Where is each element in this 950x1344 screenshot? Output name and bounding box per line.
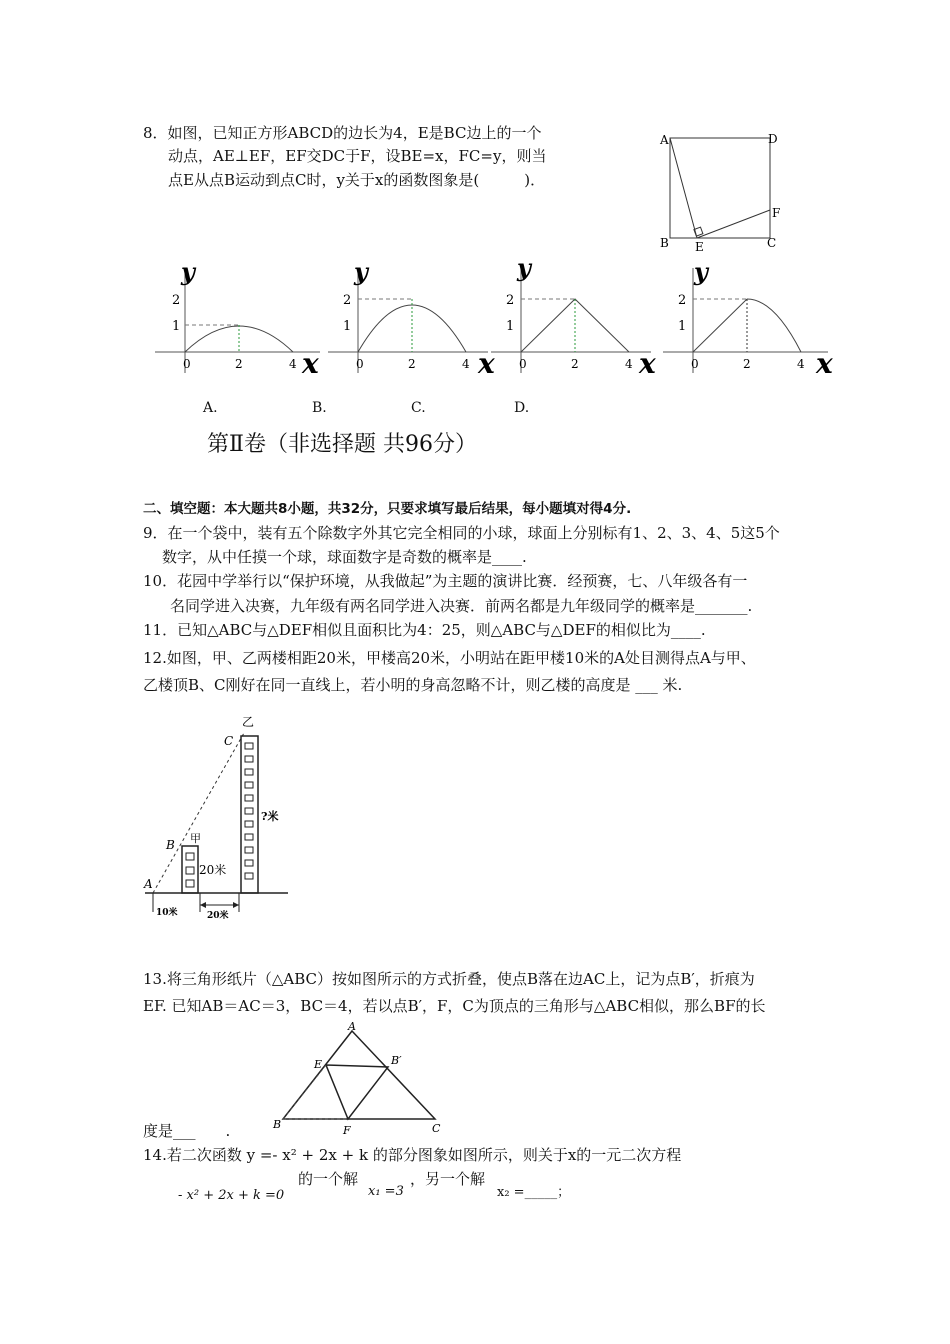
fig-label-E: E [695, 240, 704, 254]
tick-x4: 4 [625, 357, 633, 371]
q12-buildings-figure [140, 712, 300, 922]
label-20m: 20米 [199, 863, 227, 877]
q10-line2: 名同学进入决赛，九年级有两名同学进入决赛．前两名都是九年级同学的概率是_______. [170, 597, 753, 615]
q13-line3: 度是___ . [143, 1122, 231, 1140]
axis-y: y [181, 257, 195, 286]
tick-x4: 4 [797, 357, 805, 371]
tick-x4: 4 [289, 357, 297, 371]
tick-2: 2 [172, 293, 181, 308]
tick-2: 2 [343, 293, 352, 308]
q12-line2: 乙楼顶B、C刚好在同一直线上，若小明的身高忽略不计，则乙楼的高度是 ___ 米. [143, 676, 683, 694]
tick-x2: 2 [571, 357, 579, 371]
q9-line1: 9．在一个袋中，装有五个除数字外其它完全相同的小球，球面上分别标有1、2、3、4、5这5个 [143, 524, 780, 542]
label-20m-dist: 20米 [207, 911, 229, 921]
option-a[interactable]: A. [203, 400, 218, 416]
tri-label-Bp: B′ [391, 1054, 402, 1067]
label-B: B [166, 838, 175, 852]
tri-label-B: B [273, 1118, 282, 1131]
section2-heading: 二、填空题：本大题共8小题，共32分，只要求填写最后结果，每小题填对得4分. [143, 501, 632, 517]
q12-line1: 12.如图，甲、乙两楼相距20米，甲楼高20米，小明站在距甲楼10米的A处目测得点A与甲、 [143, 649, 756, 667]
q14-x1: x₁ =3 [368, 1184, 404, 1199]
q14-x2-blank: x₂ =_____； [497, 1185, 571, 1200]
q14-line2b: ，另一个解 [410, 1170, 486, 1188]
q8-graph-b [323, 258, 503, 378]
q8-graph-d [658, 258, 838, 378]
tick-0: 0 [519, 357, 527, 371]
tick-0: 0 [356, 357, 364, 371]
tri-label-E: E [314, 1058, 323, 1071]
tick-1: 1 [343, 319, 352, 334]
tick-x2: 2 [408, 357, 416, 371]
fig-label-A: A [660, 133, 669, 147]
q10-line1: 10．花园中学举行以“保护环境，从我做起”为主题的演讲比赛．经预赛，七、八年级各有一 [143, 572, 748, 590]
q8-graph-a [150, 258, 330, 378]
axis-y: y [354, 257, 368, 286]
axis-x: x [302, 347, 319, 380]
q8-line3: 点E从点B运动到点C时，y关于x的函数图象是( )． [168, 171, 546, 189]
fig-label-D: D [768, 132, 778, 146]
q13-line1: 13.将三角形纸片（△ABC）按如图所示的方式折叠，使点B落在边AC上，记为点B′，折痕为 [143, 970, 755, 988]
tick-1: 1 [506, 319, 515, 334]
tick-x2: 2 [743, 357, 751, 371]
label-C: C [224, 734, 234, 748]
tri-label-C: C [432, 1122, 441, 1135]
tick-1: 1 [678, 319, 687, 334]
label-A: A [144, 877, 153, 891]
tri-label-F: F [343, 1124, 351, 1137]
axis-x: x [816, 347, 833, 380]
q9-line2: 数字，从中任摸一个球，球面数字是奇数的概率是____. [162, 548, 527, 566]
label-q: ?米 [261, 810, 279, 823]
fig-label-F: F [772, 206, 781, 220]
q14-equation: - x² + 2x + k =0 [178, 1188, 285, 1203]
label-jia: 甲 [190, 832, 201, 845]
q13-line2: EF. 已知AB＝AC＝3，BC＝4，若以点B′，F，C为顶点的三角形与△ABC相似，那么BF的长 [143, 997, 766, 1015]
q11: 11．已知△ABC与△DEF相似且面积比为4：25，则△ABC与△DEF的相似比为____. [143, 621, 706, 639]
tick-1: 1 [172, 319, 181, 334]
tick-2: 2 [678, 293, 687, 308]
axis-y: y [517, 253, 531, 282]
q8-square-figure [650, 125, 790, 255]
q8-line2: 动点，AE⊥EF，EF交DC于F，设BE=x，FC=y，则当 [168, 147, 547, 165]
option-c[interactable]: C. [411, 400, 426, 416]
q8-graph-c [486, 253, 666, 380]
axis-x: x [639, 347, 656, 380]
q14-line1: 14.若二次函数 y =- x² + 2x + k 的部分图象如图所示，则关于x的一元二次方程 [143, 1146, 682, 1164]
option-d[interactable]: D. [514, 400, 530, 416]
tick-0: 0 [691, 357, 699, 371]
q13-triangle-figure [270, 1020, 450, 1140]
tick-0: 0 [183, 357, 191, 371]
q8-line1: 8．如图，已知正方形ABCD的边长为4，E是BC边上的一个 [143, 124, 542, 142]
label-10m: 10米 [156, 908, 178, 918]
tri-label-A: A [348, 1020, 356, 1033]
axis-y: y [694, 257, 708, 286]
section-title: 第Ⅱ卷（非选择题 共96分） [207, 432, 477, 457]
fig-label-C: C [767, 236, 777, 250]
axis-x: x [478, 347, 495, 380]
label-yi: 乙 [242, 715, 255, 729]
tick-x2: 2 [235, 357, 243, 371]
fig-label-B: B [660, 236, 669, 250]
tick-2: 2 [506, 293, 515, 308]
option-b[interactable]: B. [312, 400, 327, 416]
q14-line2a: 的一个解 [298, 1170, 359, 1188]
tick-x4: 4 [462, 357, 470, 371]
